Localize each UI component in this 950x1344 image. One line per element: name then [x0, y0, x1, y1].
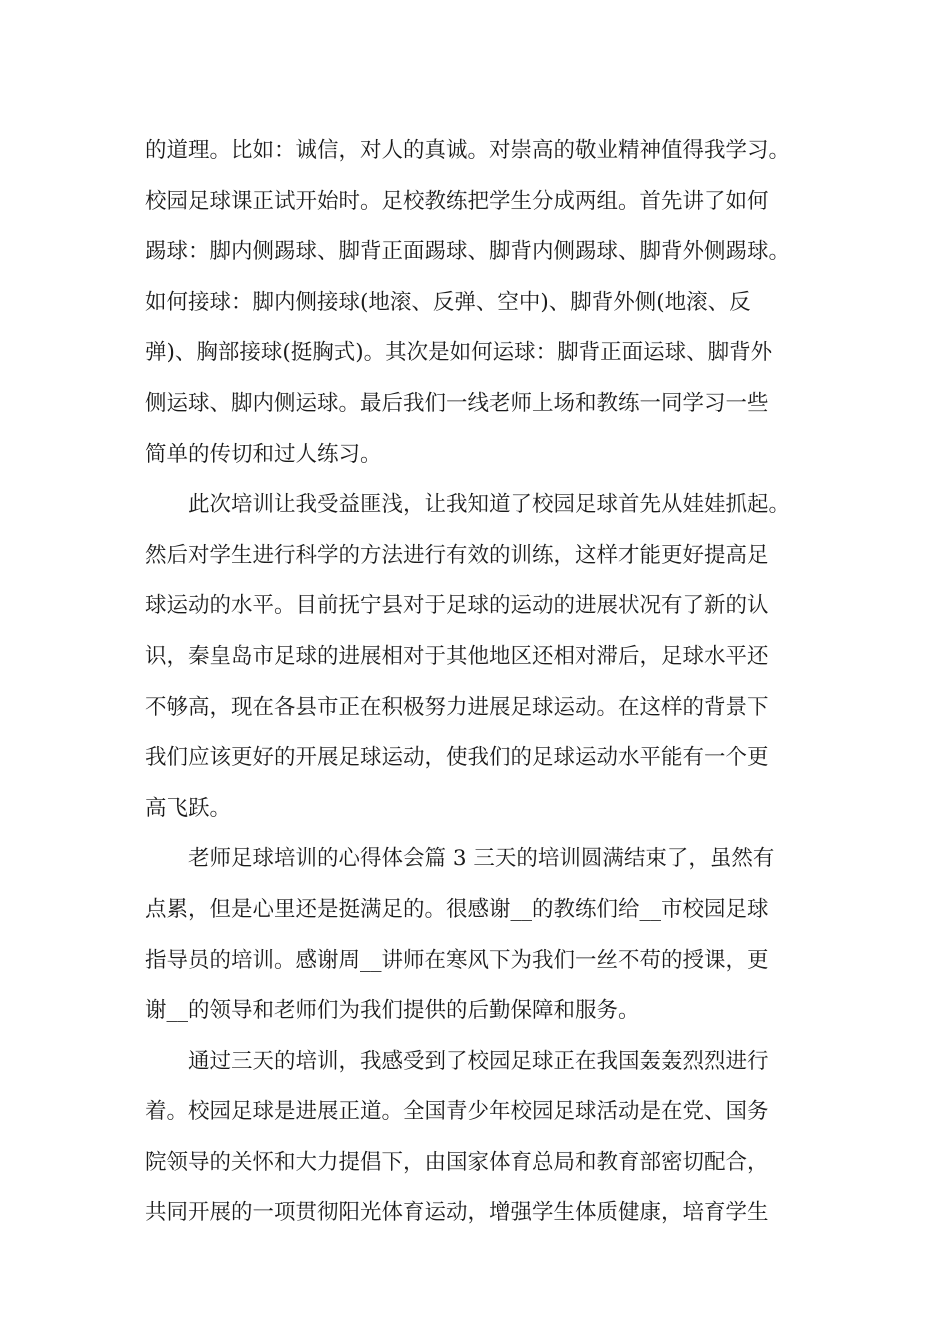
text-line: 我们应该更好的开展足球运动，使我们的足球运动水平能有一个更: [145, 745, 769, 771]
text-line: 球运动的水平。目前抚宁县对于足球的运动的进展状况有了新的认: [145, 593, 769, 619]
paragraph-benefits: [145, 480, 817, 834]
text-line: 如何接球：脚内侧接球(地滚、反弹、空中)、脚背外侧(地滚、反: [145, 289, 751, 315]
text-line: 老师足球培训的心得体会篇 3 三天的培训圆满结束了，虽然有: [188, 846, 775, 872]
text-line: 侧运球、脚内侧运球。最后我们一线老师上场和教练一同学习一些: [145, 390, 769, 416]
text-line: 院领导的关怀和大力提倡下，由国家体育总局和教育部密切配合，: [145, 1149, 769, 1175]
text-line: 的道理。比如：诚信，对人的真诚。对崇高的敬业精神值得我学习。: [145, 138, 791, 163]
text-line: 简单的传切和过人练习。: [145, 441, 382, 467]
text-line: 通过三天的培训，我感受到了校园足球正在我国轰轰烈烈进行: [188, 1048, 769, 1074]
text-line: 点累，但是心里还是挺满足的。很感谢__的教练们给__市校园足球: [145, 896, 769, 922]
text-line: 着。校园足球是进展正道。全国青少年校园足球活动是在党、国务: [145, 1099, 769, 1125]
text-line: 指导员的培训。感谢周__讲师在寒风下为我们一丝不苟的授课，更: [145, 947, 769, 973]
text-line: 识，秦皇岛市足球的进展相对于其他地区还相对滞后，足球水平还: [145, 643, 769, 669]
text-line: 谢__的领导和老师们为我们提供的后勤保障和服务。: [145, 998, 640, 1024]
paragraph-article-3: [145, 834, 817, 1036]
paragraph-three-day-training: [145, 1037, 817, 1239]
text-line: 共同开展的一项贯彻阳光体育运动，增强学生体质健康，培育学生: [145, 1200, 769, 1226]
text-line: 此次培训让我受益匪浅，让我知道了校园足球首先从娃娃抓起。: [188, 492, 791, 518]
text-line: 弹)、胸部接球(挺胸式)。其次是如何运球：脚背正面运球、脚背外: [145, 340, 773, 366]
text-line: 高飞跃。: [145, 795, 232, 821]
text-line: 踢球：脚内侧踢球、脚背正面踢球、脚背内侧踢球、脚背外侧踢球。: [145, 239, 791, 265]
text-line: 然后对学生进行科学的方法进行有效的训练，这样才能更好提高足: [145, 542, 769, 568]
paragraph-training-content: [145, 126, 817, 480]
text-line: 校园足球课正试开始时。足校教练把学生分成两组。首先讲了如何: [145, 188, 769, 214]
text-line: 不够高，现在各县市正在积极努力进展足球运动。在这样的背景下: [145, 694, 769, 720]
document-body: [145, 126, 817, 1239]
